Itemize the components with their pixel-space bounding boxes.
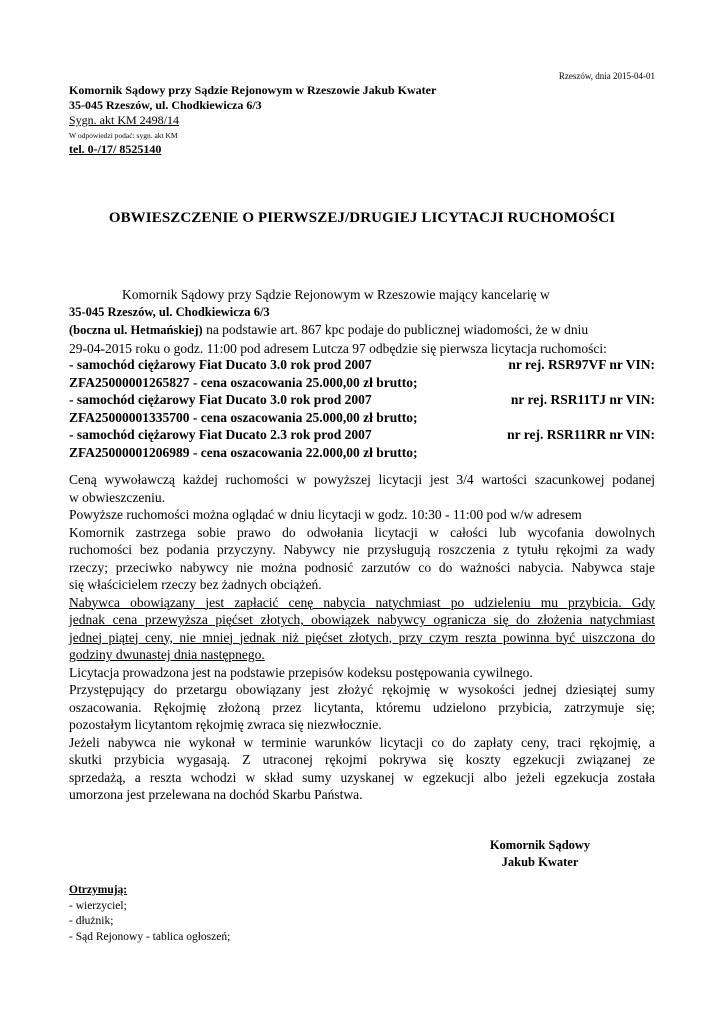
list-item (69, 391, 655, 409)
office-address: 35-045 Rzeszów, ul. Chodkiewicza 6/3 (69, 98, 262, 112)
paragraph-line: umorzona jest przelewana na dochód Skarbu Państwa. (69, 787, 363, 802)
paragraph-line: jednak cena przewyższa pięćset złotych, obowiązek nabywcy ogranicza się do złożenia natychmiast (69, 612, 655, 627)
intro-section (69, 286, 655, 357)
items-list (69, 356, 655, 461)
intro-line (69, 321, 655, 340)
signature-block (470, 837, 610, 871)
item-registration: nr rej. RSR97VF nr VIN: (508, 357, 655, 372)
signature-role: Komornik Sądowy (489, 838, 591, 852)
street-note: (boczna ul. Hetmańskiej) (69, 323, 203, 337)
case-reference: Sygn. akt KM 2498/14 (69, 113, 180, 127)
paragraph-line: ruchomości bez podania przyczyny. Nabywcy nie przysługują roszczenia z tytułu rękojmi za wady (69, 542, 655, 557)
paragraph-line: godziny dwunastej dnia następnego. (69, 647, 265, 662)
list-item: - dłużnik; (69, 915, 114, 927)
paragraph-line: Nabywca obowiązany jest zapłacić cenę nabycia natychmiast po udzieleniu mu przybicia. Gdy (69, 594, 655, 610)
paragraph-line: Przystępujący do przetargu obowiązany jest złożyć rękojmię w wysokości jednej dziesiątej sumy (69, 682, 655, 697)
intro-text: na podstawie art. 867 kpc podaje do publicznej wiadomości, że w dniu (202, 322, 589, 337)
office-name: Komornik Sądowy przy Sądzie Rejonowym w Rzeszowie Jakub Kwater (69, 83, 437, 97)
paragraph-line: się właścicielem rzeczy bez żadnych obciążeń. (69, 577, 322, 592)
list-item: - Sąd Rejonowy - tablica ogłoszeń; (69, 930, 231, 943)
recipients-list (69, 883, 230, 945)
document-date: Rzeszów, dnia 2015-04-01 (558, 71, 655, 81)
item-description: - samochód ciężarowy Fiat Ducato 3.0 rok prod 2007 (69, 357, 372, 372)
conditions-section (69, 471, 655, 804)
recipients-heading: Otrzymują: (69, 884, 128, 896)
intro-line: 29-04-2015 roku o godz. 11:00 pod adresem Lutcza 97 odbędzie się pierwsza licytacja ruchomości: (69, 340, 607, 356)
item-vin-price: ZFA25000001206989 - cena oszacowania 22.000,00 zł brutto; (69, 444, 418, 460)
paragraph-line: oszacowania. Rękojmię złożoną przez licytanta, któremu udzielono przybicia, zatrzymuje się; (69, 699, 655, 715)
item-registration: nr rej. RSR11RR nr VIN: (507, 427, 655, 442)
list-item (69, 356, 655, 374)
intro-line: Komornik Sądowy przy Sądzie Rejonowym w Rzeszowie mający kancelarię w (122, 287, 550, 302)
paragraph-line: Licytacja prowadzona jest na podstawie przepisów kodeksu postępowania cywilnego. (69, 664, 533, 680)
page-title: OBWIESZCZENIE O PIERWSZEJ/DRUGIEJ LICYTACJI RUCHOMOŚCI (108, 210, 616, 226)
paragraph-line: rzeczy; przeciwko nabywcy nie można podnosić zarzutów co do ważności nabycia. Nabywca staje (69, 559, 655, 575)
item-description: - samochód ciężarowy Fiat Ducato 3.0 rok prod 2007 (69, 392, 372, 407)
item-description: - samochód ciężarowy Fiat Ducato 2.3 rok prod 2007 (69, 427, 372, 442)
paragraph-line: sprzedażą, a reszta wchodzi w skład sumy uzyskanej w egzekucji albo jeżeli egzekucja została (69, 769, 655, 785)
paragraph-line: Powyższe ruchomości można oglądać w dniu licytacji w godz. 10:30 - 11:00 pod w/w adresem (69, 507, 582, 522)
intro-address: 35-045 Rzeszów, ul. Chodkiewicza 6/3 (69, 304, 270, 319)
paragraph-line: pozostałym licytantom rękojmię zwraca się niezwłocznie. (69, 717, 382, 732)
item-vin-price: ZFA25000001265827 - cena oszacowania 25.000,00 zł brutto; (69, 374, 418, 390)
paragraph-line: w obwieszczeniu. (69, 489, 165, 505)
list-item: - wierzyciel; (69, 899, 127, 912)
paragraph-line: jednej piątej ceny, nie mniej jednak niż pięćset złotych, przy czym reszta powinna być uiszczona do (69, 629, 655, 645)
paragraph-line: skutki przybicia wygasają. Z utraconej rękojmi pokrywa się koszty egzekucji związanej ze (69, 752, 655, 767)
list-item (69, 426, 655, 444)
item-registration: nr rej. RSR11TJ nr VIN: (510, 392, 655, 407)
paragraph-line: Ceną wywoławczą każdej ruchomości w powyższej licytacji jest 3/4 wartości szacunkowej podanej (69, 472, 655, 487)
item-vin-price: ZFA25000001335700 - cena oszacowania 25.000,00 zł brutto; (69, 409, 418, 425)
signature-name: Jakub Kwater (501, 855, 579, 869)
paragraph-line: Jeżeli nabywca nie wykonał w terminie warunków licytacji co do zapłaty ceny, traci rękojmię, a (69, 734, 655, 750)
phone-number: tel. 0-/17/ 8525140 (69, 142, 162, 156)
reply-note: W odpowiedzi podać: sygn. akt KM (69, 131, 178, 140)
paragraph-line: Komornik zastrzega sobie prawo do odwołania licytacji w całości lub wycofania dowolnych (69, 524, 655, 540)
